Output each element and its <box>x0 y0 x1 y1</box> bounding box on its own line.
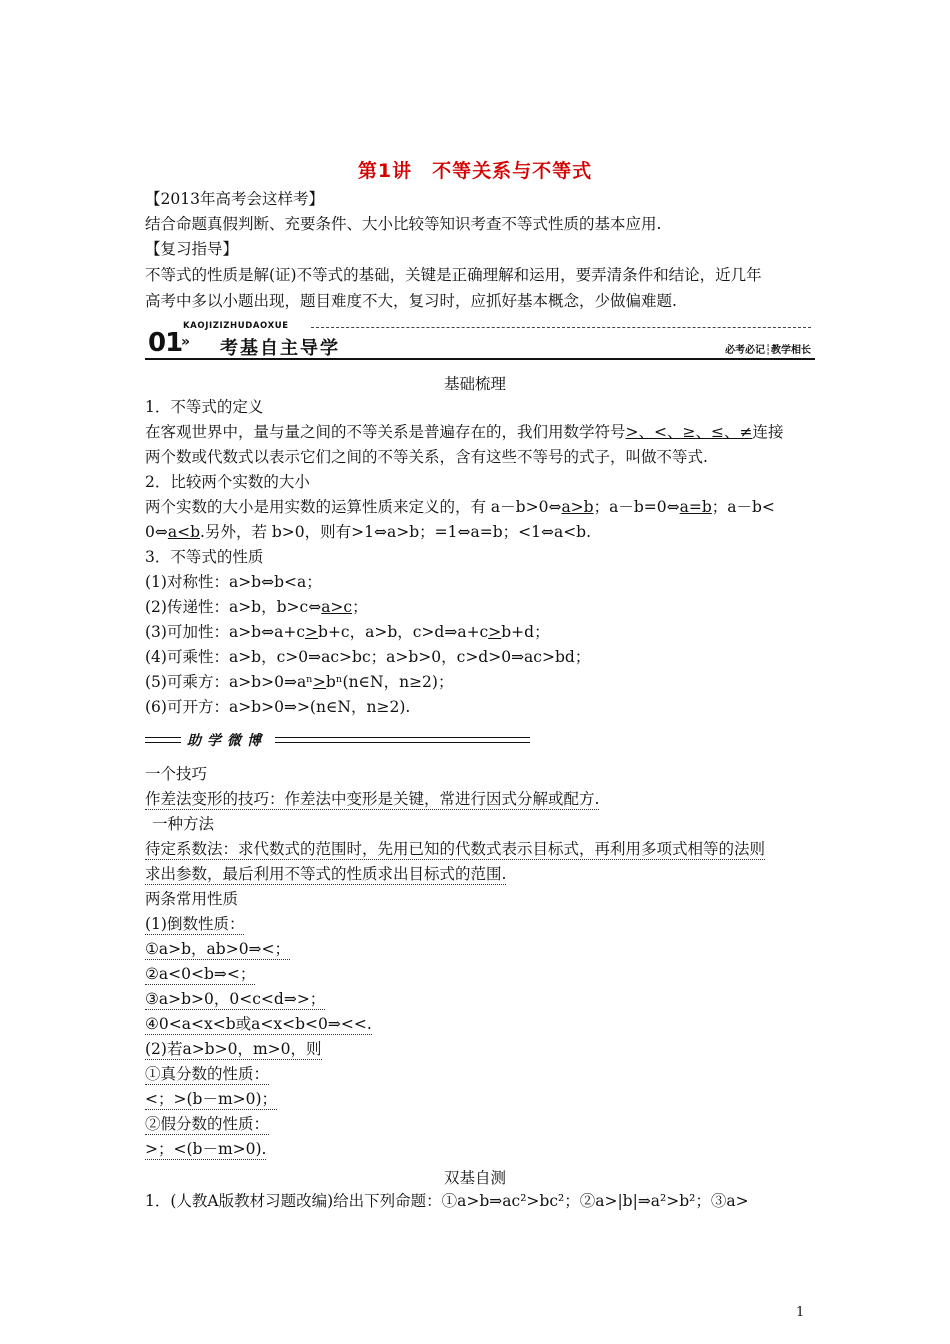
prop-3-text-b: b+c，a>b，c>d⇒a+c <box>318 623 489 641</box>
p2-text-d: 0⇔ <box>145 523 168 541</box>
two-1: (1)倒数性质： <box>145 915 245 933</box>
p2-text-e: .另外，若 b>0，则有>1⇔a>b；=1⇔a=b；<1⇔a<b. <box>200 523 592 541</box>
basic-heading: 基础梳理 <box>443 375 506 393</box>
p1-title: 1．不等式的定义 <box>145 398 264 416</box>
two-2-line <box>145 1038 322 1060</box>
prop-3 <box>145 621 550 643</box>
section-pinyin: KAOJIZIZHUDAOXUE <box>183 321 289 331</box>
method-line-2 <box>145 863 506 885</box>
dashed-rule <box>311 327 811 328</box>
two-1d: ④0<a<x<b或a<x<b<0⇒<<. <box>145 1015 372 1033</box>
prop-1: (1)对称性：a>b⇔b<a； <box>145 573 322 591</box>
p1-line-2: 两个数或代数式以表示它们之间的不等关系，含有这些不等号的式子，叫做不等式. <box>145 448 708 466</box>
p2-answer-2: a=b <box>679 498 712 516</box>
p2-text-b: ；a－b=0⇔ <box>593 498 680 516</box>
tag-exam: 【2013年高考会这样考】 <box>145 190 324 208</box>
divider-line-right <box>275 737 530 743</box>
p2-text-c: ；a－b< <box>711 498 775 516</box>
two-1b-line <box>145 963 255 985</box>
prop-2-text-a: (2)传递性：a>b，b>c⇔ <box>145 598 322 616</box>
p2-answer-3: a<b <box>167 523 201 541</box>
two-title: 两条常用性质 <box>145 890 239 908</box>
prop-2 <box>145 596 368 618</box>
prop-5-text-a: (5)可乘方：a>b>0⇒aⁿ <box>145 673 313 691</box>
tag-review: 【复习指导】 <box>145 240 239 258</box>
p1-text-a: 在客观世界中，量与量之间的不等关系是普遍存在的，我们用数学符号 <box>145 423 626 441</box>
prop-3-answer-2: > <box>488 623 502 641</box>
two-2b-line <box>145 1088 277 1110</box>
section-rule <box>145 358 815 360</box>
p2-text-a: 两个实数的大小是用实数的运算性质来定义的，有 a－b>0⇔ <box>145 498 562 516</box>
lecture-title: 第1讲 不等关系与不等式 <box>357 160 593 182</box>
section-name: 考基自主导学 <box>220 338 340 359</box>
p2-line-1 <box>145 496 775 518</box>
two-2: (2)若a>b>0，m>0，则 <box>145 1040 322 1058</box>
divider-line-left <box>145 737 181 743</box>
p2-answer-1: a>b <box>561 498 594 516</box>
prop-3-answer-1: > <box>305 623 319 641</box>
p1-text-b: 连接 <box>752 423 784 441</box>
review-text-line-2: 高考中多以小题出现，题目难度不大，复习时，应抓好基本概念，少做偏难题. <box>145 292 677 310</box>
prop-3-text-a: (3)可加性：a>b⇔a+c <box>145 623 306 641</box>
two-2a-line <box>145 1063 269 1085</box>
skill-text-line <box>145 788 599 810</box>
prop-3-text-c: b+d； <box>501 623 550 641</box>
two-1d-line <box>145 1013 372 1035</box>
two-1c-line <box>145 988 325 1010</box>
prop-5 <box>145 671 453 693</box>
prop-2-text-b: ； <box>352 598 368 616</box>
section-number: 01 <box>148 328 183 358</box>
two-1c: ③a>b>0，0<c<d⇒>； <box>145 990 326 1008</box>
prop-6: (6)可开方：a>b>0⇒>(n∈N，n≥2). <box>145 698 411 716</box>
two-2a: ①真分数的性质： <box>145 1065 270 1083</box>
review-text-line-1: 不等式的性质是解(证)不等式的基础，关键是正确理解和运用，要弄清条件和结论，近几年 <box>145 266 762 284</box>
blog-divider <box>145 732 530 750</box>
p1-line-1 <box>145 421 783 443</box>
two-2b: <；>(b－m>0)； <box>145 1090 278 1108</box>
two-2c: ②假分数的性质： <box>145 1115 270 1133</box>
two-2d-line <box>145 1138 266 1160</box>
section-header <box>145 322 815 362</box>
section-right-label: 必考必记┆教学相长 <box>724 345 811 356</box>
page-number: 1 <box>796 1305 805 1320</box>
method-text-1: 待定系数法：求代数式的范围时，先用已知的代数式表示目标式，再利用多项式相等的法则 <box>145 840 766 858</box>
prop-5-answer: > <box>312 673 326 691</box>
p3-title: 3．不等式的性质 <box>145 548 264 566</box>
skill-title: 一个技巧 <box>145 765 208 783</box>
skill-text: 作差法变形的技巧：作差法中变形是关键，常进行因式分解或配方. <box>145 790 600 808</box>
two-2c-line <box>145 1113 269 1135</box>
double-heading: 双基自测 <box>443 1169 506 1187</box>
question-1: 1．(人教A版教材习题改编)给出下列命题：①a>b⇒ac²>bc²；②a>|b|⇒a²>b²；③a> <box>145 1192 749 1210</box>
method-text-2: 求出参数，最后利用不等式的性质求出目标式的范围. <box>145 865 507 883</box>
exam-text: 结合命题真假判断、充要条件、大小比较等知识考查不等式性质的基本应用. <box>145 215 662 233</box>
prop-2-answer: a>c <box>321 598 353 616</box>
p2-line-2 <box>145 521 591 543</box>
two-1a-line <box>145 938 290 960</box>
p2-title: 2．比较两个实数的大小 <box>145 473 310 491</box>
prop-4: (4)可乘性：a>b，c>0⇒ac>bc；a>b>0，c>d>0⇒ac>bd； <box>145 648 591 666</box>
method-line-1 <box>145 838 765 860</box>
two-1-line <box>145 913 244 935</box>
blog-label: 助学微博 <box>187 733 267 749</box>
two-1b: ②a<0<b⇒<； <box>145 965 256 983</box>
p1-symbols: >、<、≥、≤、≠ <box>625 423 753 441</box>
method-title: 一种方法 <box>152 815 215 833</box>
chevron-right-icon: » <box>181 334 191 350</box>
two-2d: >；<(b－m>0). <box>145 1140 267 1158</box>
two-1a: ①a>b，ab>0⇒<； <box>145 940 291 958</box>
prop-5-text-b: bⁿ(n∈N，n≥2)； <box>325 673 454 691</box>
